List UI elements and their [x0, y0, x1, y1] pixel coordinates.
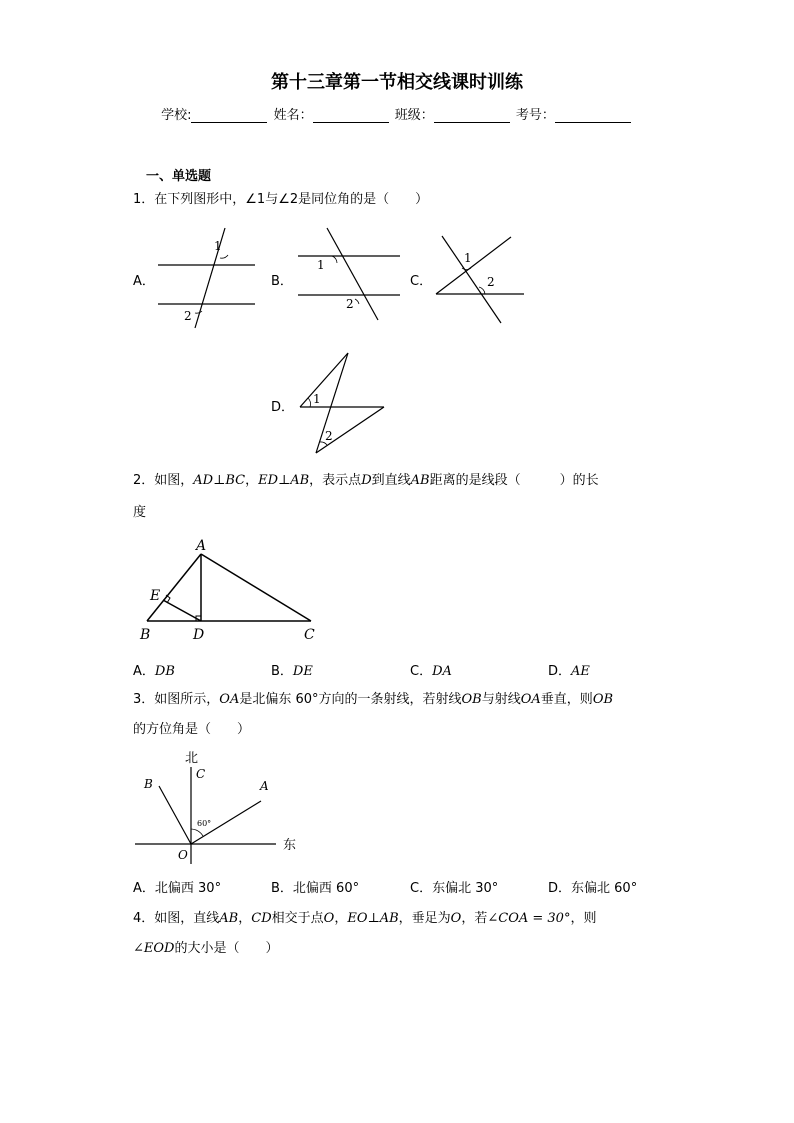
q2-label-b: B: [140, 627, 151, 643]
q1d-angle2-label: 2: [325, 429, 333, 443]
q3-option-a[interactable]: A．北偏西 30°: [133, 881, 222, 896]
q1-figure-c[interactable]: [432, 232, 528, 327]
q2-option-b[interactable]: B．DE: [271, 664, 313, 679]
q3-label-a: A: [260, 779, 269, 793]
q1c-angle2-label: 2: [487, 275, 495, 289]
q1-figure-b[interactable]: [290, 225, 400, 325]
q3-label-b: B: [144, 777, 153, 791]
q2-stem-line2: 度: [133, 505, 147, 520]
q1-option-b-label[interactable]: B．: [271, 274, 293, 289]
q3-option-b[interactable]: B．北偏西 60°: [271, 881, 360, 896]
q3-option-d[interactable]: D．东偏北 60°: [548, 881, 638, 896]
q1-option-d-label[interactable]: D．: [271, 400, 295, 415]
q1a-angle2-label: 2: [184, 309, 192, 323]
class-blank[interactable]: [434, 108, 510, 123]
q2-option-d[interactable]: D．AE: [548, 664, 590, 679]
q1-option-a-label[interactable]: A．: [133, 274, 155, 289]
q3-figure-compass: [133, 745, 303, 867]
school-label: 学校:: [161, 108, 192, 123]
q2-figure-triangle: [135, 533, 325, 648]
q3-option-c[interactable]: C．东偏北 30°: [410, 881, 499, 896]
q2-option-a[interactable]: A．DB: [133, 664, 175, 679]
q3-label-north: 北: [185, 751, 199, 766]
q3-label-o: O: [178, 848, 188, 862]
q1b-angle1-label: 1: [317, 258, 325, 272]
q1b-angle2-label: 2: [346, 297, 354, 311]
number-blank[interactable]: [555, 108, 631, 123]
name-blank[interactable]: [313, 108, 389, 123]
q2-label-a: A: [196, 538, 207, 554]
q1-option-c-label[interactable]: C．: [410, 274, 433, 289]
q1a-angle1-label: 1: [214, 239, 222, 253]
q1-stem: 1．在下列图形中，∠1与∠2是同位角的是（ ）: [133, 192, 429, 207]
q3-stem-line2: 的方位角是（ ）: [133, 722, 251, 737]
q2-option-c[interactable]: C．DA: [410, 664, 452, 679]
section-heading: 一、单选题: [146, 169, 212, 184]
q2-label-d: D: [193, 627, 205, 643]
school-blank[interactable]: [191, 108, 267, 123]
q3-label-c: C: [196, 767, 206, 781]
q2-label-c: C: [304, 627, 315, 643]
q1-figure-a[interactable]: [150, 225, 260, 330]
q2-stem-line1: 2．如图，AD⊥BC，ED⊥AB，表示点D到直线AB距离的是线段（ ）的长: [133, 473, 599, 488]
q1d-angle1-label: 1: [313, 392, 321, 406]
number-label: 考号：: [515, 108, 555, 123]
q1-figure-d[interactable]: [296, 350, 388, 458]
q3-stem-line1: 3．如图所示，OA是北偏东 60°方向的一条射线，若射线OB与射线OA垂直，则OB: [133, 692, 614, 707]
q4-stem-line1: 4．如图，直线AB，CD相交于点O，EO⊥AB，垂足为O，若∠COA = 30°，则: [133, 911, 597, 926]
page-title: 第十三章第一节相交线课时训练: [271, 72, 523, 93]
q4-stem-line2: ∠EOD的大小是（ ）: [133, 941, 279, 956]
q2-label-e: E: [150, 588, 161, 604]
class-label: 班级：: [394, 108, 434, 123]
student-info-line: [0, 104, 794, 123]
q1c-angle1-label: 1: [464, 251, 472, 265]
name-label: 姓名：: [273, 108, 313, 123]
q3-angle-label: 60°: [197, 819, 212, 828]
q3-label-east: 东: [283, 838, 297, 853]
